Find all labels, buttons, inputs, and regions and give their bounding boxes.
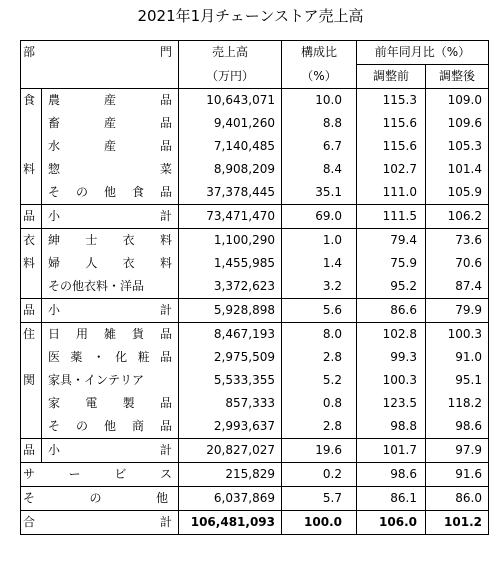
category-cloth-1: 衣 <box>21 229 42 253</box>
category-cloth-3: 品 <box>21 299 42 323</box>
table-row <box>21 229 489 253</box>
category-home-1: 住 <box>21 323 42 347</box>
yoy-after-value: 95.1 <box>426 369 489 392</box>
yoy-after-value: 105.3 <box>426 135 489 158</box>
yoy-before-value: 102.8 <box>357 323 426 347</box>
ratio-value: 0.8 <box>282 392 357 415</box>
yoy-after-value: 118.2 <box>426 392 489 415</box>
other-row <box>21 487 489 511</box>
subtotal-row <box>21 299 489 323</box>
yoy-after-value: 101.4 <box>426 158 489 181</box>
yoy-after-value: 86.0 <box>426 487 489 511</box>
row-label: その他衣料・洋品 <box>42 275 179 299</box>
ratio-value: 8.8 <box>282 112 357 135</box>
yoy-after-value: 105.9 <box>426 181 489 205</box>
service-row <box>21 463 489 487</box>
total-row <box>21 511 489 535</box>
yoy-before-value: 86.6 <box>357 299 426 323</box>
yoy-after-value: 91.0 <box>426 346 489 369</box>
ratio-value: 5.6 <box>282 299 357 323</box>
ratio-value: 35.1 <box>282 181 357 205</box>
row-label: 紳 士 衣 料 <box>42 229 179 253</box>
sales-unit: （万円） <box>179 65 282 89</box>
sales-value: 3,372,623 <box>179 275 282 299</box>
yoy-after-header: 調整後 <box>426 65 489 89</box>
row-label: 惣 菜 <box>42 158 179 181</box>
yoy-before-value: 79.4 <box>357 229 426 253</box>
row-label: 水 産 品 <box>42 135 179 158</box>
yoy-after-value: 109.6 <box>426 112 489 135</box>
yoy-before-value: 106.0 <box>357 511 426 535</box>
table-row <box>21 181 489 205</box>
table-row <box>21 158 489 181</box>
subtotal-row <box>21 439 489 463</box>
department-header-blank <box>21 65 179 89</box>
sales-value: 1,455,985 <box>179 252 282 275</box>
mon-label: 門 <box>159 45 172 60</box>
category-blank <box>21 415 42 439</box>
ratio-value: 2.8 <box>282 415 357 439</box>
table-row <box>21 89 489 113</box>
sales-value: 5,533,355 <box>179 369 282 392</box>
category-food-3: 品 <box>21 205 42 229</box>
yoy-before-value: 95.2 <box>357 275 426 299</box>
sales-value: 1,100,290 <box>179 229 282 253</box>
row-label: 小 計 <box>42 439 179 463</box>
yoy-before-value: 101.7 <box>357 439 426 463</box>
ratio-value: 6.7 <box>282 135 357 158</box>
yoy-after-value: 87.4 <box>426 275 489 299</box>
category-home-2: 関 <box>21 369 42 392</box>
yoy-before-value: 98.8 <box>357 415 426 439</box>
row-label: サ ー ビ ス <box>21 463 179 487</box>
table-row <box>21 346 489 369</box>
row-label: 家 電 製 品 <box>42 392 179 415</box>
yoy-header: 前年同月比（%） <box>357 41 489 65</box>
category-blank <box>21 135 42 158</box>
sales-value: 5,928,898 <box>179 299 282 323</box>
table-row <box>21 275 489 299</box>
ratio-value: 1.0 <box>282 229 357 253</box>
ratio-value: 0.2 <box>282 463 357 487</box>
ratio-value: 69.0 <box>282 205 357 229</box>
yoy-before-value: 115.6 <box>357 135 426 158</box>
page-title: 2021年1月チェーンストア売上高 <box>137 7 364 25</box>
row-label: そ の 他 商 品 <box>42 415 179 439</box>
row-label: 合 計 <box>21 511 179 535</box>
yoy-after-value: 106.2 <box>426 205 489 229</box>
sales-value: 7,140,485 <box>179 135 282 158</box>
ratio-value: 1.4 <box>282 252 357 275</box>
yoy-before-value: 99.3 <box>357 346 426 369</box>
yoy-before-value: 123.5 <box>357 392 426 415</box>
department-header <box>21 41 179 65</box>
sales-value: 2,975,509 <box>179 346 282 369</box>
row-label: 日 用 雑 貨 品 <box>42 323 179 347</box>
ratio-value: 8.0 <box>282 323 357 347</box>
sales-value: 8,467,193 <box>179 323 282 347</box>
category-food-1: 食 <box>21 89 42 113</box>
yoy-before-value: 102.7 <box>357 158 426 181</box>
ratio-value: 2.8 <box>282 346 357 369</box>
ratio-value: 8.4 <box>282 158 357 181</box>
sales-value: 73,471,470 <box>179 205 282 229</box>
row-label: 家具・インテリア <box>42 369 179 392</box>
yoy-before-value: 98.6 <box>357 463 426 487</box>
table-row <box>21 415 489 439</box>
row-label: 農 産 品 <box>42 89 179 113</box>
sales-table <box>20 40 489 535</box>
yoy-before-value: 111.0 <box>357 181 426 205</box>
category-blank <box>21 275 42 299</box>
sales-value: 10,643,071 <box>179 89 282 113</box>
ratio-value: 5.7 <box>282 487 357 511</box>
row-label: そ の 他 食 品 <box>42 181 179 205</box>
bu-label: 部 <box>23 45 36 60</box>
ratio-value: 10.0 <box>282 89 357 113</box>
sales-value: 37,378,445 <box>179 181 282 205</box>
sales-value: 106,481,093 <box>179 511 282 535</box>
category-blank <box>21 112 42 135</box>
row-label: 小 計 <box>42 205 179 229</box>
category-blank <box>21 346 42 369</box>
sales-value: 857,333 <box>179 392 282 415</box>
yoy-after-value: 91.6 <box>426 463 489 487</box>
header-row-2 <box>21 65 489 89</box>
sales-value: 8,908,209 <box>179 158 282 181</box>
table-row <box>21 323 489 347</box>
ratio-value: 3.2 <box>282 275 357 299</box>
yoy-before-value: 100.3 <box>357 369 426 392</box>
header-row <box>21 41 489 65</box>
ratio-value: 19.6 <box>282 439 357 463</box>
yoy-before-value: 115.3 <box>357 89 426 113</box>
yoy-after-value: 98.6 <box>426 415 489 439</box>
yoy-before-header: 調整前 <box>357 65 426 89</box>
sales-value: 9,401,260 <box>179 112 282 135</box>
ratio-header: 構成比 <box>282 41 357 65</box>
row-label: 婦 人 衣 料 <box>42 252 179 275</box>
sales-header: 売上高 <box>179 41 282 65</box>
ratio-unit: （%） <box>282 65 357 89</box>
yoy-before-value: 86.1 <box>357 487 426 511</box>
ratio-value: 100.0 <box>282 511 357 535</box>
table-row <box>21 369 489 392</box>
yoy-after-value: 100.3 <box>426 323 489 347</box>
subtotal-row <box>21 205 489 229</box>
category-blank <box>21 181 42 205</box>
category-blank <box>21 392 42 415</box>
sales-value: 215,829 <box>179 463 282 487</box>
yoy-after-value: 70.6 <box>426 252 489 275</box>
yoy-after-value: 101.2 <box>426 511 489 535</box>
ratio-value: 5.2 <box>282 369 357 392</box>
table-row <box>21 135 489 158</box>
row-label: 畜 産 品 <box>42 112 179 135</box>
yoy-after-value: 97.9 <box>426 439 489 463</box>
row-label: そ の 他 <box>21 487 179 511</box>
table-row <box>21 392 489 415</box>
sales-value: 6,037,869 <box>179 487 282 511</box>
yoy-after-value: 73.6 <box>426 229 489 253</box>
category-food-2: 料 <box>21 158 42 181</box>
yoy-before-value: 75.9 <box>357 252 426 275</box>
row-label: 小 計 <box>42 299 179 323</box>
yoy-after-value: 109.0 <box>426 89 489 113</box>
sales-value: 2,993,637 <box>179 415 282 439</box>
row-label: 医 薬 ・ 化 粧 品 <box>42 346 179 369</box>
category-home-3: 品 <box>21 439 42 463</box>
yoy-after-value: 79.9 <box>426 299 489 323</box>
sales-value: 20,827,027 <box>179 439 282 463</box>
category-cloth-2: 料 <box>21 252 42 275</box>
table-row <box>21 112 489 135</box>
yoy-before-value: 111.5 <box>357 205 426 229</box>
yoy-before-value: 115.6 <box>357 112 426 135</box>
table-row <box>21 252 489 275</box>
